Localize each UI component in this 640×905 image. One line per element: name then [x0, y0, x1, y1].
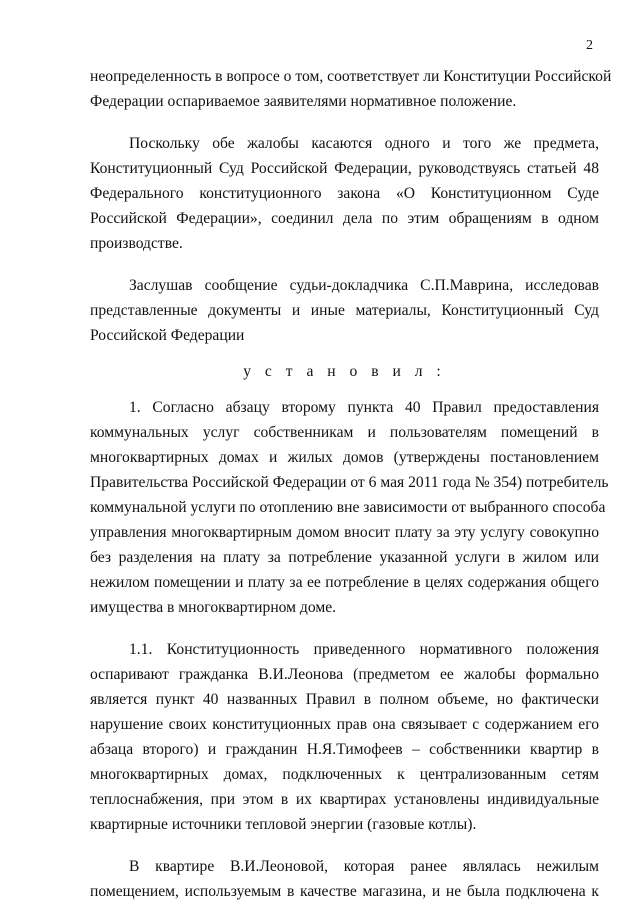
paragraph	[90, 854, 599, 904]
paragraph	[90, 637, 599, 837]
text-line: управления многоквартирным домом вносит плату за эту услугу совокупно	[90, 524, 599, 541]
text-line: коммунальной услуги по отоплению вне зависимости от выбранного способа	[90, 499, 606, 516]
text-line: Федерации оспариваемое заявителями нормативное положение.	[90, 93, 517, 110]
paragraph	[90, 64, 612, 114]
text-line: без разделения на плату за потребление указанной услуги в жилом или	[90, 549, 599, 566]
text-line: 1.1. Конституционность приведенного нормативного положения	[129, 641, 599, 658]
text-line: является пункт 40 названных Правил в полном объеме, но фактически	[90, 691, 599, 708]
text-line: теплоснабжения, при этом в их квартирах установлены индивидуальные	[90, 791, 599, 808]
text-line: Российской Федерации», соединил дела по этим обращениям в одном	[90, 210, 599, 227]
text-line: производстве.	[90, 235, 183, 252]
paragraph	[90, 395, 609, 620]
text-line: Заслушав сообщение судьи-докладчика С.П.Маврина, исследовав	[129, 277, 599, 294]
text-line: Российской Федерации	[90, 327, 245, 344]
paragraph	[90, 131, 599, 256]
text-line: неопределенность в вопросе о том, соответствует ли Конституции Российской	[90, 68, 612, 85]
text-line: 1. Согласно абзацу второму пункта 40 Правил предоставления	[129, 399, 599, 416]
text-line: В квартире В.И.Леоновой, которая ранее являлась нежилым	[129, 858, 599, 875]
paragraph	[90, 273, 599, 348]
text-line: абзаца второго) и гражданин Н.Я.Тимофеев – собственники квартир в	[90, 741, 599, 758]
text-line: квартирные источники тепловой энергии (газовые котлы).	[90, 816, 477, 833]
section-heading: у с т а н о в и л :	[243, 363, 446, 380]
text-line: оспаривают гражданка В.И.Леонова (предметом ее жалобы формально	[90, 666, 599, 683]
document-body	[90, 64, 612, 904]
text-line: Федерального конституционного закона «О Конституционном Суде	[90, 185, 599, 202]
text-line: помещением, используемым в качестве магазина, и не была подключена к	[90, 883, 599, 900]
text-line: Поскольку обе жалобы касаются одного и того же предмета,	[129, 135, 599, 152]
text-line: многоквартирных домах, подключенных к централизованным сетям	[90, 766, 599, 783]
text-line: представленные документы и иные материалы, Конституционный Суд	[90, 302, 599, 319]
text-line: нарушение своих конституционных прав она связывает с содержанием его	[90, 716, 599, 733]
text-line: многоквартирных домах и жилых домов (утверждены постановлением	[90, 449, 599, 466]
text-line: Конституционный Суд Российской Федерации, руководствуясь статьей 48	[90, 160, 599, 177]
text-line: Правительства Российской Федерации от 6 мая 2011 года № 354) потребитель	[90, 474, 609, 491]
page-number: 2	[586, 38, 593, 53]
text-line: нежилом помещении и плату за ее потребление в целях содержания общего	[90, 574, 599, 591]
text-line: коммунальных услуг собственникам и пользователям помещений в	[90, 424, 599, 441]
text-line: имущества в многоквартирном доме.	[90, 599, 337, 616]
